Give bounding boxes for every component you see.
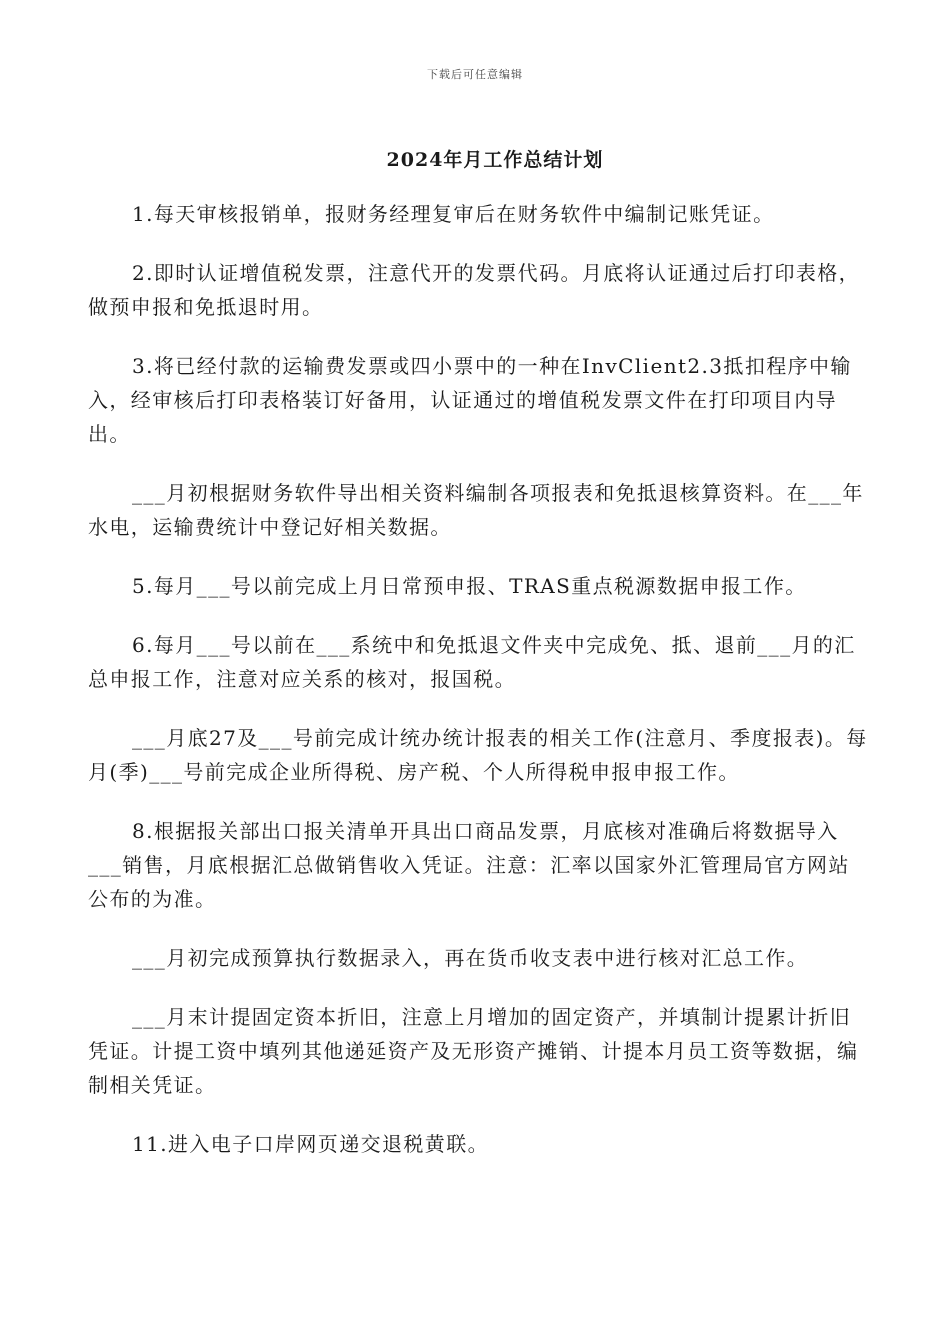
header-note: 下载后可任意编辑 xyxy=(427,68,523,81)
paragraph-1: 1.每天审核报销单，报财务经理复审后在财务软件中编制记账凭证。 xyxy=(132,202,775,226)
paragraph-3: 3.将已经付款的运输费发票或四小票中的一种在InvClient2.3抵扣程序中输入，经审核后打印表格装订好备用，认证通过的增值税发票文件在打印项目内导出。 xyxy=(88,354,852,446)
paragraph-10: ___月末计提固定资本折旧，注意上月增加的固定资产，并填制计提累计折旧凭证。计提工资中填列其他递延资产及无形资产摊销、计提本月员工资等数据，编制相关凭证。 xyxy=(88,1005,859,1097)
paragraph-8: 8.根据报关部出口报关清单开具出口商品发票，月底核对准确后将数据导入___销售，月底根据汇总做销售收入凭证。注意：汇率以国家外汇管理局官方网站公布的为准。 xyxy=(88,819,850,911)
document-title: 2024年月工作总结计划 xyxy=(386,149,604,171)
paragraph-11: 11.进入电子口岸网页递交退税黄联。 xyxy=(132,1132,490,1156)
paragraph-5: 5.每月___号以前完成上月日常预申报、TRAS重点税源数据申报工作。 xyxy=(132,574,807,598)
paragraph-9: ___月初完成预算执行数据录入，再在货币收支表中进行核对汇总工作。 xyxy=(132,946,809,970)
paragraph-6: 6.每月___号以前在___系统中和免抵退文件夹中完成免、抵、退前___月的汇总申报工作，注意对应关系的核对，报国税。 xyxy=(88,633,856,691)
paragraph-2: 2.即时认证增值税发票，注意代开的发票代码。月底将认证通过后打印表格，做预申报和免抵退时用。 xyxy=(88,261,861,319)
document-body xyxy=(88,197,868,1186)
paragraph-4: ___月初根据财务软件导出相关资料编制各项报表和免抵退核算资料。在___年水电，运输费统计中登记好相关数据。 xyxy=(88,481,864,539)
paragraph-7: ___月底27及___号前完成计统办统计报表的相关工作(注意月、季度报表)。每月(季)___号前完成企业所得税、房产税、个人所得税申报申报工作。 xyxy=(88,726,868,784)
